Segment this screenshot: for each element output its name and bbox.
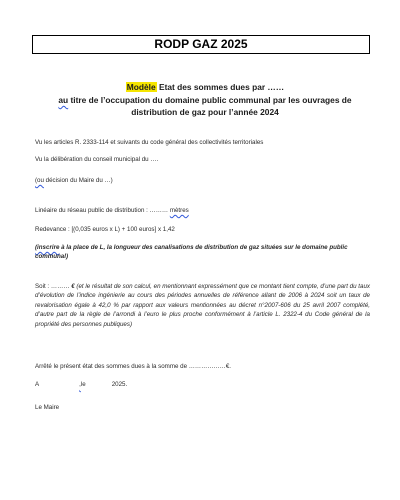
decision-paragraph [35,177,113,185]
soit-text: (et le résultat de son calcul, en mentionnant expressément que ce montant tient compte, d’une part du taux d’évolution de l’indice ingénierie au cours des périodes annuelles de référence allant de 2006 à 2024 soit un taux de revalorisation égale à 42,0 % par rapport aux valeurs mentionnées au décret n°2007-606 du 25 avril 2007 complété, d’autre part de la règle de l’arrondi à l’euro le plus proche conformément à l’article L. 2322-4 du Code général de la propriété des personnes publiques) [35,283,370,328]
note-spellcheck-word: (inscrire [35,244,60,251]
heading-line-1-text: Etat des sommes dues par …… [156,82,285,92]
signature-year: 2025. [111,381,128,388]
document-title: RODP GAZ 2025 [154,37,248,51]
lineaire-paragraph [35,207,189,215]
soit-euro: € [71,283,75,290]
decision-text: décision du Maire du …) [43,177,113,184]
heading-line-2 [40,95,370,105]
redevance-paragraph: Redevance : [(0,035 euros x L) + 100 euros] x 1,42 [35,226,175,233]
soit-paragraph [35,282,370,329]
lineaire-label: Linéaire du réseau public de distribution : ……… [35,207,170,214]
le-maire: Le Maire [35,404,60,411]
decision-spellcheck-word: (ou [35,177,44,184]
signature-place-date [35,381,127,389]
arrete-paragraph: Arrêté le présent état des sommes dues à la somme de ………………€. [35,363,232,370]
heading-spellcheck-word: au [58,95,69,105]
heading-line-3-text: distribution de gaz pour l’année 2024 [131,107,279,117]
vu-deliberation-paragraph: Vu la délibération du conseil municipal du …. [35,156,159,163]
signature-comma: , [79,381,81,388]
heading-line-1 [40,82,370,92]
lineaire-unit: mètres [169,207,189,214]
inscription-note [35,243,370,261]
highlighted-word: Modèle [126,82,156,92]
signature-le: le [80,381,86,388]
note-text: à la place de L, la longueur des canalisations de distribution de gaz situées sur le domaine public communal) [35,244,348,260]
signature-a: A [35,381,40,388]
soit-lead: Soit : ……… [35,283,72,290]
heading-line-2-text: titre de l’occupation du domaine public communal par les ouvrages de [68,95,352,105]
heading-line-3 [40,107,370,117]
document-title-box [32,35,370,54]
vu-articles-paragraph: Vu les articles R. 2333-114 et suivants du code général des collectivités territoriales [35,139,264,146]
